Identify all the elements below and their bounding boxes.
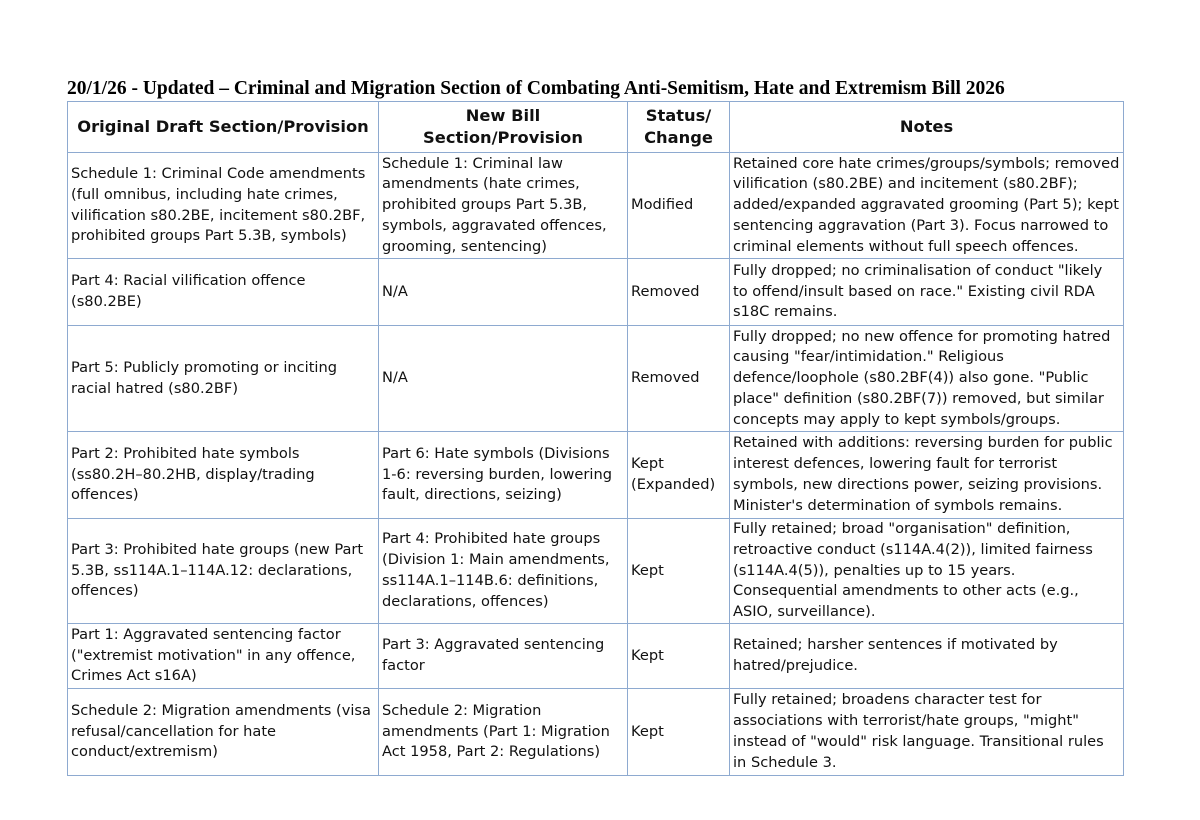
cell-notes: Fully dropped; no criminalisation of conduct "likely to offend/insult based on race." Existing civil RDA s18C remains. bbox=[730, 259, 1124, 326]
cell-new: Part 4: Prohibited hate groups (Division 1: Main amendments, ss114A.1–114B.6: definitions, declarations, offences) bbox=[379, 519, 628, 624]
table-row bbox=[68, 623, 1124, 688]
cell-status: Kept bbox=[628, 519, 730, 624]
cell-notes: Retained; harsher sentences if motivated by hatred/prejudice. bbox=[730, 623, 1124, 688]
table-row bbox=[68, 688, 1124, 775]
cell-new: Schedule 1: Criminal law amendments (hate crimes, prohibited groups Part 5.3B, symbols, aggravated offences, grooming, sentencing) bbox=[379, 153, 628, 259]
document-title: 20/1/26 - Updated – Criminal and Migration Section of Combating Anti-Semitism, Hate and Extremism Bill 2026 bbox=[67, 78, 1005, 99]
table-row bbox=[68, 326, 1124, 432]
cell-notes: Retained with additions: reversing burden for public interest defences, lowering fault for terrorist symbols, new directions power, seizing provisions. Minister's determination of symbols remains. bbox=[730, 432, 1124, 519]
header-original-provision: Original Draft Section/Provision bbox=[68, 102, 379, 153]
table-header-row bbox=[68, 102, 1124, 153]
cell-status: Kept bbox=[628, 623, 730, 688]
cell-original: Schedule 1: Criminal Code amendments (full omnibus, including hate crimes, vilification s80.2BE, incitement s80.2BF, prohibited groups Part 5.3B, symbols) bbox=[68, 153, 379, 259]
cell-status: Removed bbox=[628, 326, 730, 432]
cell-new: N/A bbox=[379, 326, 628, 432]
comparison-table bbox=[67, 101, 1124, 776]
cell-new: N/A bbox=[379, 259, 628, 326]
cell-notes: Fully retained; broad "organisation" definition, retroactive conduct (s114A.4(2)), limited fairness (s114A.4(5)), penalties up to 15 years. Consequential amendments to other acts (e.g., ASIO, surveillance). bbox=[730, 519, 1124, 624]
cell-status: Modified bbox=[628, 153, 730, 259]
table-row bbox=[68, 432, 1124, 519]
cell-original: Part 3: Prohibited hate groups (new Part 5.3B, ss114A.1–114A.12: declarations, offences) bbox=[68, 519, 379, 624]
table-row bbox=[68, 153, 1124, 259]
cell-original: Part 1: Aggravated sentencing factor ("extremist motivation" in any offence, Crimes Act s16A) bbox=[68, 623, 379, 688]
cell-status: Kept bbox=[628, 688, 730, 775]
cell-new: Part 3: Aggravated sentencing factor bbox=[379, 623, 628, 688]
cell-status: Kept (Expanded) bbox=[628, 432, 730, 519]
cell-original: Part 2: Prohibited hate symbols (ss80.2H–80.2HB, display/trading offences) bbox=[68, 432, 379, 519]
cell-status: Removed bbox=[628, 259, 730, 326]
cell-original: Part 5: Publicly promoting or inciting racial hatred (s80.2BF) bbox=[68, 326, 379, 432]
cell-notes: Retained core hate crimes/groups/symbols; removed vilification (s80.2BE) and incitement (s80.2BF); added/expanded aggravated grooming (Part 5); kept sentencing aggravation (Part 3). Focus narrowed to criminal elements without full speech offences. bbox=[730, 153, 1124, 259]
cell-new: Schedule 2: Migration amendments (Part 1: Migration Act 1958, Part 2: Regulations) bbox=[379, 688, 628, 775]
header-status-change: Status/ Change bbox=[628, 102, 730, 153]
cell-notes: Fully dropped; no new offence for promoting hatred causing "fear/intimidation." Religious defence/loophole (s80.2BF(4)) also gone. "Public place" definition (s80.2BF(7)) removed, but similar concepts may apply to kept symbols/groups. bbox=[730, 326, 1124, 432]
table-row bbox=[68, 259, 1124, 326]
cell-new: Part 6: Hate symbols (Divisions 1-6: reversing burden, lowering fault, directions, seizing) bbox=[379, 432, 628, 519]
table-row bbox=[68, 519, 1124, 624]
cell-original: Schedule 2: Migration amendments (visa refusal/cancellation for hate conduct/extremism) bbox=[68, 688, 379, 775]
header-new-provision: New Bill Section/Provision bbox=[379, 102, 628, 153]
cell-notes: Fully retained; broadens character test for associations with terrorist/hate groups, "might" instead of "would" risk language. Transitional rules in Schedule 3. bbox=[730, 688, 1124, 775]
header-notes: Notes bbox=[730, 102, 1124, 153]
cell-original: Part 4: Racial vilification offence (s80.2BE) bbox=[68, 259, 379, 326]
